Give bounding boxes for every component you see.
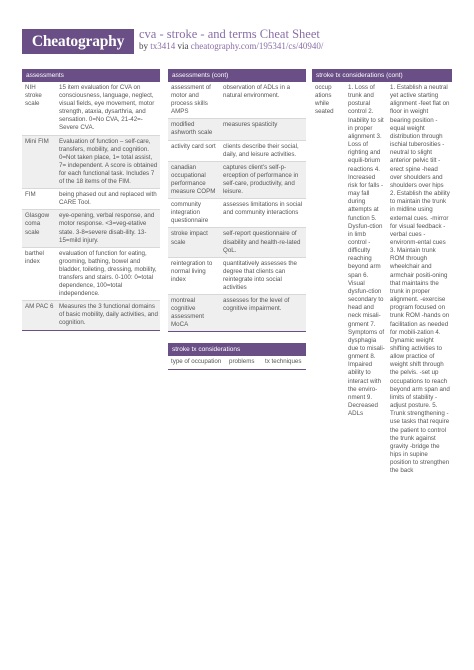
desc-cell: clients describe their social, daily, and leisure activities. xyxy=(220,140,306,161)
table-row xyxy=(168,140,306,161)
term-cell: Mini FIM xyxy=(22,135,56,189)
desc-cell: 15 item evaluation for CVA on consciousness, language, neglect, visual fields, eye movement, motor strength, ataxia, dysarthria, and sensation. 0=No CVA, 21-42=-Severe CVA. xyxy=(56,82,160,135)
section-header-assessments-cont: assessments (cont) xyxy=(168,69,306,82)
table-row xyxy=(22,247,160,301)
page-title: cva - stroke - and terms Cheat Sheet xyxy=(139,27,320,41)
table-row xyxy=(168,199,306,228)
desc-cell: observation of ADLs in a natural environment. xyxy=(220,82,306,119)
section-header-assessments: assessments xyxy=(22,69,160,82)
table-row xyxy=(168,228,306,257)
desc-cell: assesses limitations in social and community interactions xyxy=(220,199,306,228)
desc-cell: being phased out and replaced with CARE Tool. xyxy=(56,189,160,210)
assessments-cont-table xyxy=(168,82,306,331)
byline-prefix: by xyxy=(139,41,151,51)
column-2 xyxy=(168,69,306,371)
table-row xyxy=(22,301,160,330)
table-row xyxy=(168,295,306,332)
term-cell: NIH stroke scale xyxy=(22,82,56,135)
byline xyxy=(139,41,323,51)
sheet-url-link[interactable]: cheatography.com/195341/cs/40940/ xyxy=(190,41,324,51)
section-footer-rule xyxy=(22,330,160,332)
problems-cell: 1. Loss of trunk and postural control 2. Inability to sit in proper alignment 3. Loss of righting and equili-brium reactions 4. Increased risk for falls -may fall during attempts at function 5. Dysfun-ction in limb control -difficulty reaching beyond arm span 6. Visual dysfun-ction secondary to head and neck misali-gnment 7. Symptoms of dysphagia due to misali-gnment 8. Impaired ability to interact with the enviro-nment 9. Decreased ADLs xyxy=(348,84,385,418)
table-header-row xyxy=(168,356,306,368)
term-cell: barthel index xyxy=(22,247,56,301)
cheatography-logo[interactable]: Cheatography xyxy=(22,29,134,54)
byline-via: via xyxy=(175,41,191,51)
table-row xyxy=(22,210,160,247)
column-header-techniques: tx techniques xyxy=(265,358,302,366)
term-cell: FIM xyxy=(22,189,56,210)
column-header-type: type of occupation xyxy=(171,358,222,366)
term-cell: assessment of motor and process skills AMPS xyxy=(168,82,220,119)
section-header-stroke-tx: stroke tx considerations xyxy=(168,343,306,356)
assessments-table xyxy=(22,82,160,330)
column-1 xyxy=(22,69,160,332)
table-row xyxy=(168,119,306,140)
table-row xyxy=(22,135,160,189)
term-cell: Glasgow coma scale xyxy=(22,210,56,247)
table-row xyxy=(168,82,306,119)
term-cell: canadian occupational performance measure COPM xyxy=(168,161,220,198)
term-cell: activity card sort xyxy=(168,140,220,161)
term-cell: occup ations while seated xyxy=(315,84,334,116)
desc-cell: self-report questionnaire of disability and health-re-lated QoL. xyxy=(220,228,306,257)
term-cell: stroke impact scale xyxy=(168,228,220,257)
term-cell: AM PAC 6 xyxy=(22,301,56,330)
stroke-tx-table xyxy=(168,356,306,368)
term-cell: modified ashworth scale xyxy=(168,119,220,140)
table-row xyxy=(22,189,160,210)
desc-cell: captures client's self-p-erception of performance in self-care, productivity, and leisure. xyxy=(220,161,306,198)
section-gap xyxy=(168,333,306,343)
table-row xyxy=(168,161,306,198)
desc-cell: Evaluation of function – self-care, transfers, mobility, and cognition. 0=Not taken place, 1= total assist, 7= independent. A score is obtained for each functional task. Includes 7 of the 18 items of the FIM. xyxy=(56,135,160,189)
column-header-problems: problems xyxy=(229,358,255,366)
desc-cell: eye-opening, verbal response, and motor response. <3=veg-etative state. 3-8=severe disab-ility. 13-15=mild injury. xyxy=(56,210,160,247)
term-cell: community integration questionnaire xyxy=(168,199,220,228)
section-footer-rule xyxy=(168,369,306,371)
techniques-cell: 1. Establish a neutral yet active starting alignment -feet flat on floor in weight bearing position -equal weight distribution through ischial tuberosities -neutral to slight anterior pelvic tilt -erect spine -head over shoulders and shoulders over hips 2. Establish the ability to maintain the trunk in midline using external cues. -mirror for visual feedback -verbal cues -environm-ental cues 3. Maintain trunk ROM through wheelchair and armchair positi-oning that maintains the trunk in proper alignment. -exercise program focused on trunk ROM -hands on facilitation as needed for mobili-zation 4. Dynamic weight shifting activities to allow practice of weight shift through the pelvis. -set up occupations to reach beyond arm span and limits of stability -adjust posture. 5. Trunk strengthening -use tasks that require the patient to control the trunk against gravity -bridge the hips in supine position to strengthen the back xyxy=(390,84,450,475)
table-row xyxy=(22,82,160,135)
desc-cell: quantitatively assesses the degree that clients can reintegrate into social activities xyxy=(220,257,306,294)
term-cell: montreal cognitive assessment MoCA xyxy=(168,295,220,332)
table-row xyxy=(168,257,306,294)
column-3 xyxy=(312,69,452,478)
desc-cell: evaluation of function for eating, grooming, bathing, bowel and bladder, toileting, dressing, mobility, transfers and stairs. 0-100: 0=total dependence, 100=total independence. xyxy=(56,247,160,301)
section-header-stroke-tx-cont: stroke tx considerations (cont) xyxy=(312,69,452,82)
desc-cell: Measures the 3 functional domains of basic mobility, daily activities, and cognition. xyxy=(56,301,160,330)
author-link[interactable]: tx3414 xyxy=(150,41,176,51)
desc-cell: measures spasticity xyxy=(220,119,306,140)
header xyxy=(0,0,474,62)
term-cell: reintegration to normal living index xyxy=(168,257,220,294)
desc-cell: assesses for the level of cognitive impairment. xyxy=(220,295,306,332)
stroke-tx-cont-table xyxy=(312,82,452,478)
table-row xyxy=(312,82,452,478)
